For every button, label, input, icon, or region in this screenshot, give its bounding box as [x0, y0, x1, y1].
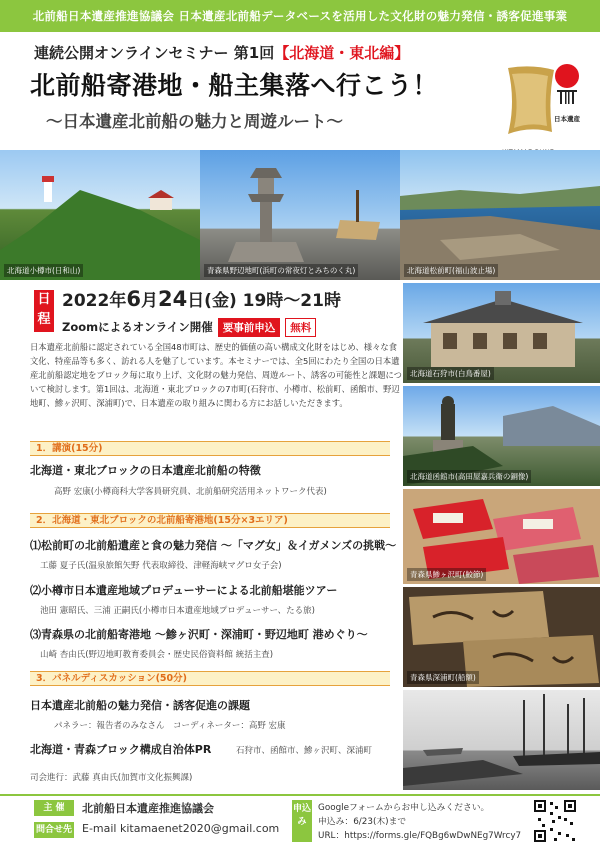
date-year: 2022年: [62, 291, 127, 311]
organizer-label: 主 催: [34, 800, 74, 816]
photo-otaru: [0, 150, 200, 280]
sun-mark-icon: [555, 64, 579, 88]
organizer-name: 北前船日本遺産推進協議会: [82, 802, 214, 815]
area1-title: ⑴松前町の北前船遺産と食の魅力発信 ～「マグ女」＆イガメンズの挑戦～: [30, 539, 397, 552]
apply-label: 申込み: [292, 800, 312, 842]
qr-code-icon[interactable]: [532, 798, 578, 844]
photo-hakodate: [403, 386, 600, 486]
area1-speaker: 工藤 夏子氏(温泉旅館矢野 代表取締役、津軽海峡マグロ女子会): [40, 561, 282, 571]
japan-heritage-logo: [552, 64, 582, 134]
section-panel: 3．パネルディスカッション(50分): [30, 671, 390, 686]
panel-members: パネラー：報告者のみなさん コーディネーター：高野 宏康: [54, 721, 286, 731]
photo-noheji: [200, 150, 400, 280]
photo-matsumae: [400, 150, 600, 280]
panel-title: 日本遺産北前船の魅力発信・誘客促進の課題: [30, 699, 250, 712]
edition-label: 【北海道・東北編】: [274, 44, 410, 62]
apply-instruction: Googleフォームからお申し込みください。: [318, 803, 490, 813]
online-mode-text: Zoomによるオンライン開催: [62, 320, 213, 334]
photo-caption: 青森県鯵ヶ沢町(鮫節): [407, 568, 486, 581]
pr-towns: 石狩市、函館市、鯵ヶ沢町、深浦町: [236, 746, 373, 756]
section-ports: 2．北海道・東北ブロックの北前船寄港地(15分×3エリア): [30, 513, 390, 528]
photo-fukaura: [403, 587, 600, 687]
apply-deadline: 申込み：6/23(木)まで: [318, 817, 407, 827]
photo-caption: 北海道石狩市(白鳥番屋): [407, 367, 494, 380]
host-progress: 司会進行：武藤 真由氏(加賀市文化振興課): [30, 773, 193, 783]
area2-title: ⑵小樽市日本遺産地域プロデューサーによる北前船堪能ツアー: [30, 584, 338, 597]
page-subtitle: ～日本遺産北前船の魅力と周遊ルート～: [46, 112, 343, 131]
schedule-label: 日程: [34, 290, 54, 332]
top-banner: [0, 0, 600, 32]
photo-caption: 青森県深浦町(船額): [407, 671, 479, 684]
apply-url[interactable]: URL：https://forms.gle/FQBg6wDwNEg7Wrcy7: [318, 831, 522, 841]
photo-caption: 青森県野辺地町(浜町の常夜灯とみちのく丸): [204, 264, 358, 277]
photo-ajigasawa: [403, 489, 600, 584]
photo-caption: 北海道函館市(高田屋嘉兵衛の銅像): [407, 470, 531, 483]
date-day: 24: [157, 287, 188, 311]
pr-title: 北海道・青森ブロック構成自治体PR: [30, 743, 212, 756]
contact-label: 問合せ先: [34, 822, 74, 838]
free-badge: 無料: [285, 318, 316, 337]
event-mode: [62, 318, 316, 337]
area2-speaker: 池田 憲昭氏、三浦 正嗣氏(小樽市日本遺産地域プロデューサー、たる旅): [40, 606, 315, 616]
photo-caption: 北海道小樽市(日和山): [4, 264, 83, 277]
kitamae-bune-logo: [502, 62, 558, 146]
date-time: 日(金) 19時～21時: [187, 291, 341, 311]
org-line: 北前船日本遺産推進協議会 日本遺産北前船データベースを活用した文化財の魅力発信・誘客促進事業: [32, 9, 568, 23]
photo-historic-port: [403, 690, 600, 790]
section-lecture: 1．講演(15分): [30, 441, 390, 456]
event-date: [62, 286, 341, 311]
series-label: 連続公開オンラインセミナー 第1回: [34, 44, 275, 62]
talk1-title: 北海道・東北ブロックの日本遺産北前船の特徴: [30, 464, 261, 477]
area3-speaker: 山崎 杏由氏(野辺地町教育委員会・歴史民俗資料館 統括主査): [40, 650, 274, 660]
reservation-badge: 要事前申込: [218, 318, 281, 337]
photo-caption: 北海道松前町(福山波止場): [404, 264, 498, 277]
photo-ishikari: [403, 283, 600, 383]
intro-paragraph: 日本遺産北前船に認定されている全国48市町は、歴史的価値の高い構成文化財をはじめ、様々な食文化、特産品等も多く、訪れる人を魅了しています。本セミナーでは、全5回にわたり全国の日本遺産北前船認定地をブロック毎に取り上げ、文化財の魅力発信、周遊ルート、誘客の可能性と課題について検討します。第1回は、北海道・東北ブロックの7市町(石狩市、小樽市、松前町、函館市、野辺地町、鯵ヶ沢町、深浦町)で、日本遺産の取り組みに関わる方にお話しいただきます。: [30, 342, 402, 409]
date-month: 6: [126, 287, 141, 311]
japan-heritage-label: 日本遺産: [554, 115, 580, 123]
talk1-speaker: 高野 宏康(小樽商科大学客員研究員、北前船研究活用ネットワーク代表): [54, 487, 327, 497]
date-month-unit: 月: [140, 291, 158, 311]
page-title: 北前船寄港地・船主集落へ行こう！: [30, 71, 439, 100]
area3-title: ⑶青森県の北前船寄港地 ～鯵ヶ沢町・深浦町・野辺地町 港めぐり～: [30, 628, 368, 641]
series-heading: [34, 42, 409, 63]
contact-email[interactable]: E-mail kitamaenet2020@gmail.com: [82, 822, 280, 835]
torii-icon: [552, 88, 582, 104]
